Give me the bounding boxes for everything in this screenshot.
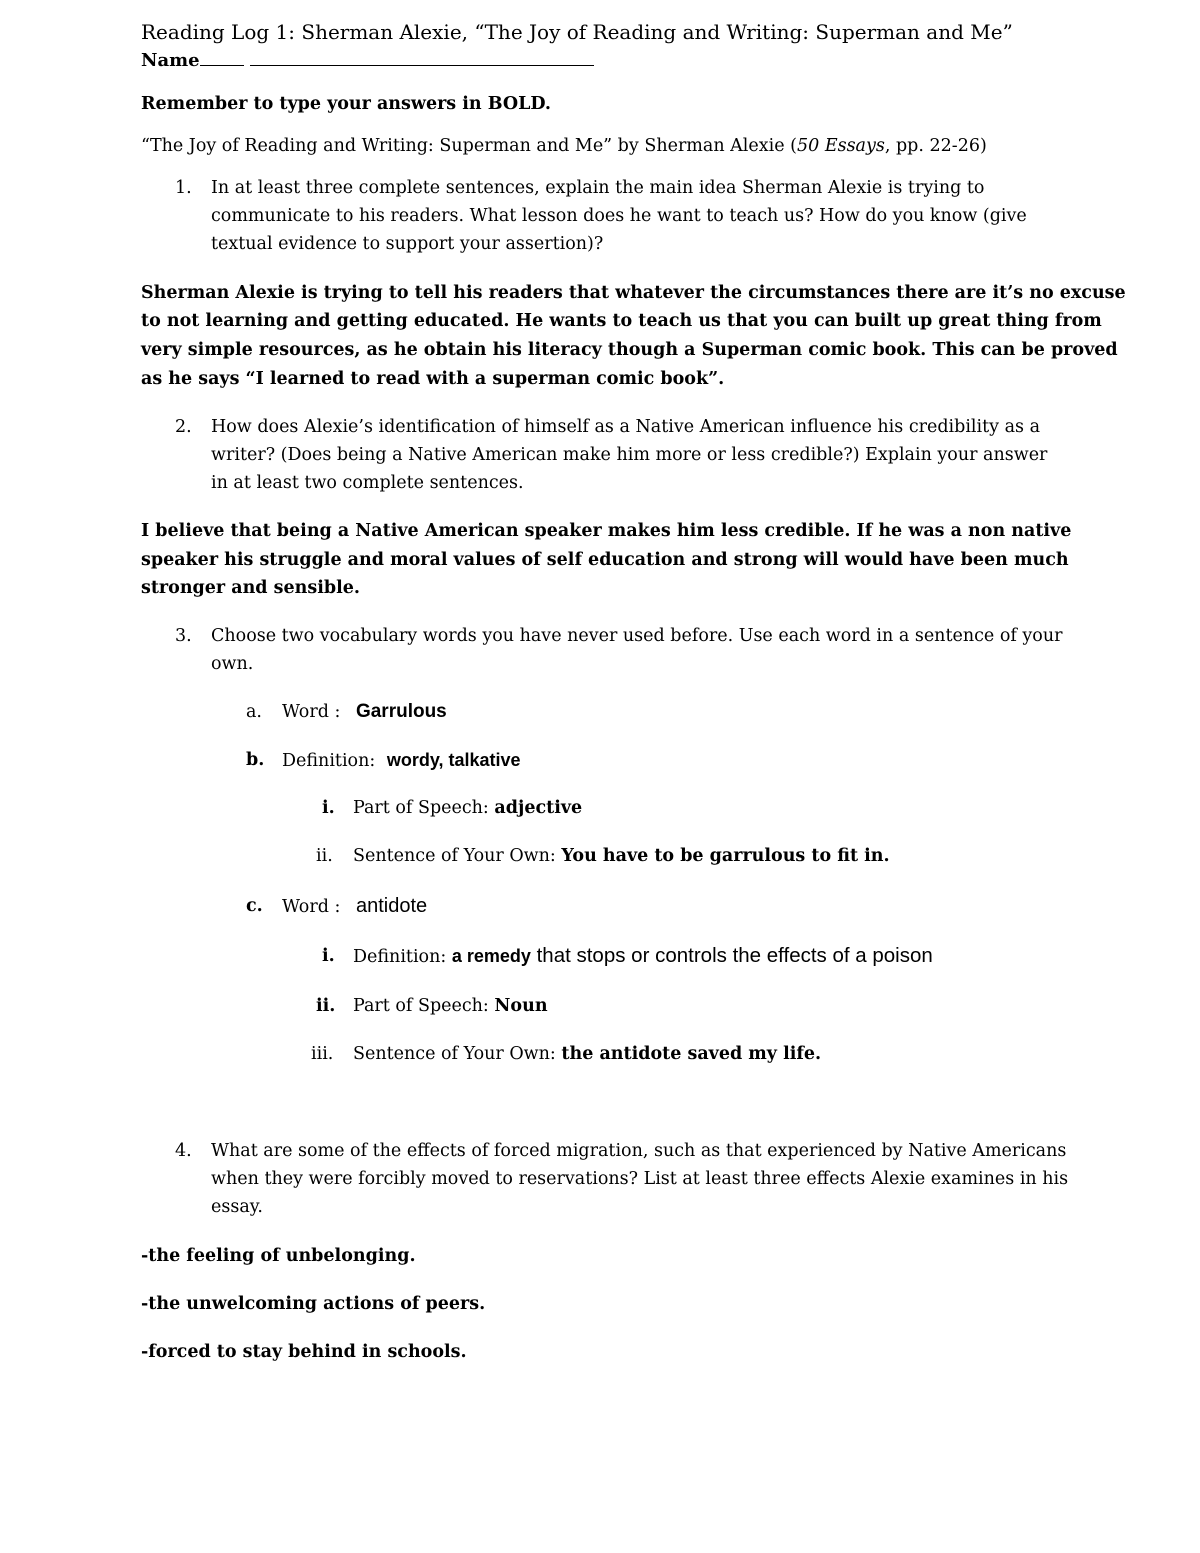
answer-line: Sherman Alexie is trying to tell his readers that whatever the circumstances there are it’s no excuse: [141, 283, 1126, 303]
vocab-label: Word :: [282, 702, 341, 722]
vocab-marker: i.: [322, 946, 335, 966]
vocab-label: Definition:: [282, 751, 376, 771]
vocab-marker: a.: [246, 702, 262, 722]
vocab-sentence-b[interactable]: [353, 842, 890, 870]
vocab-word-c[interactable]: [282, 892, 427, 921]
answer-list-item: -the unwelcoming actions of peers.: [141, 1294, 486, 1314]
answer-line: speaker his struggle and moral values of self education and strong will would have been much: [141, 550, 1069, 570]
question-line: textual evidence to support your assertion)?: [211, 234, 604, 254]
citation: [141, 132, 987, 160]
answer-line: to not learning and getting educated. He wants to teach us that you can built up great thing from: [141, 311, 1102, 331]
vocab-marker: ii.: [316, 846, 333, 866]
vocab-word-a[interactable]: [282, 698, 447, 726]
vocab-marker: iii.: [311, 1044, 334, 1064]
page-title: Reading Log 1: Sherman Alexie, “The Joy of Reading and Writing: Superman and Me”: [141, 20, 1013, 44]
vocab-value-part-2: that stops or controls the effects of a poison: [530, 944, 933, 967]
answer-line: very simple resources, as he obtain his literacy though a Superman comic book. This can be proved: [141, 340, 1118, 360]
question-line: writer? (Does being a Native American make him more or less credible?) Explain your answer: [211, 445, 1048, 465]
name-blank-short: [200, 51, 244, 66]
vocab-label: Word :: [282, 897, 341, 917]
vocab-label: Part of Speech:: [353, 996, 489, 1016]
vocab-value: Noun: [494, 996, 548, 1016]
vocab-value: adjective: [494, 798, 583, 818]
answer-line: stronger and sensible.: [141, 578, 360, 598]
question-line: in at least two complete sentences.: [211, 473, 524, 493]
question-line: What are some of the effects of forced migration, such as that experienced by Native Americans: [211, 1141, 1067, 1161]
name-field[interactable]: [141, 47, 594, 75]
vocab-marker: b.: [246, 750, 265, 770]
vocab-definition-b[interactable]: [282, 746, 521, 775]
vocab-pos-b[interactable]: [353, 794, 582, 822]
question-number: 3.: [175, 626, 192, 646]
citation-book: 50 Essays: [796, 136, 885, 156]
name-blank-long: [250, 51, 594, 66]
vocab-marker: i.: [322, 798, 335, 818]
vocab-value: Garrulous: [355, 701, 447, 722]
question-line: essay.: [211, 1197, 263, 1217]
vocab-sentence-c[interactable]: [353, 1040, 821, 1068]
vocab-value: antidote: [355, 895, 428, 917]
vocab-marker: c.: [246, 896, 263, 916]
question-number: 4.: [175, 1141, 192, 1161]
vocab-value: wordy, talkative: [386, 750, 521, 770]
answer-line: as he says “I learned to read with a superman comic book”.: [141, 369, 725, 389]
answer-list-item: -forced to stay behind in schools.: [141, 1342, 467, 1362]
question-line: In at least three complete sentences, explain the main idea Sherman Alexie is trying to: [211, 178, 985, 198]
vocab-pos-c[interactable]: [353, 992, 548, 1020]
vocab-label: Sentence of Your Own:: [353, 1044, 556, 1064]
vocab-label: Part of Speech:: [353, 798, 489, 818]
question-number: 1.: [175, 178, 192, 198]
question-number: 2.: [175, 417, 192, 437]
vocab-definition-c[interactable]: [353, 942, 933, 971]
question-line: communicate to his readers. What lesson does he want to teach us? How do you know (give: [211, 206, 1027, 226]
citation-prefix: “The Joy of Reading and Writing: Superman and Me” by Sherman Alexie (: [141, 136, 797, 156]
vocab-marker: ii.: [316, 996, 336, 1016]
answer-line: I believe that being a Native American speaker makes him less credible. If he was a non native: [141, 521, 1072, 541]
name-label: Name: [141, 50, 200, 71]
answer-list-item: -the feeling of unbelonging.: [141, 1246, 416, 1266]
vocab-value: the antidote saved my life.: [561, 1044, 822, 1064]
question-line: Choose two vocabulary words you have never used before. Use each word in a sentence of your: [211, 626, 1063, 646]
vocab-value: You have to be garrulous to fit in.: [561, 846, 890, 866]
instruction-text: Remember to type your answers in BOLD.: [141, 94, 552, 114]
vocab-label: Sentence of Your Own:: [353, 846, 556, 866]
question-line: How does Alexie’s identification of himself as a Native American influence his credibility as a: [211, 417, 1041, 437]
question-line: own.: [211, 654, 254, 674]
citation-suffix: , pp. 22-26): [884, 136, 987, 156]
question-line: when they were forcibly moved to reservations? List at least three effects Alexie examines in his: [211, 1169, 1069, 1189]
vocab-label: Definition:: [353, 947, 447, 967]
vocab-value-part-1: a remedy: [451, 946, 531, 966]
